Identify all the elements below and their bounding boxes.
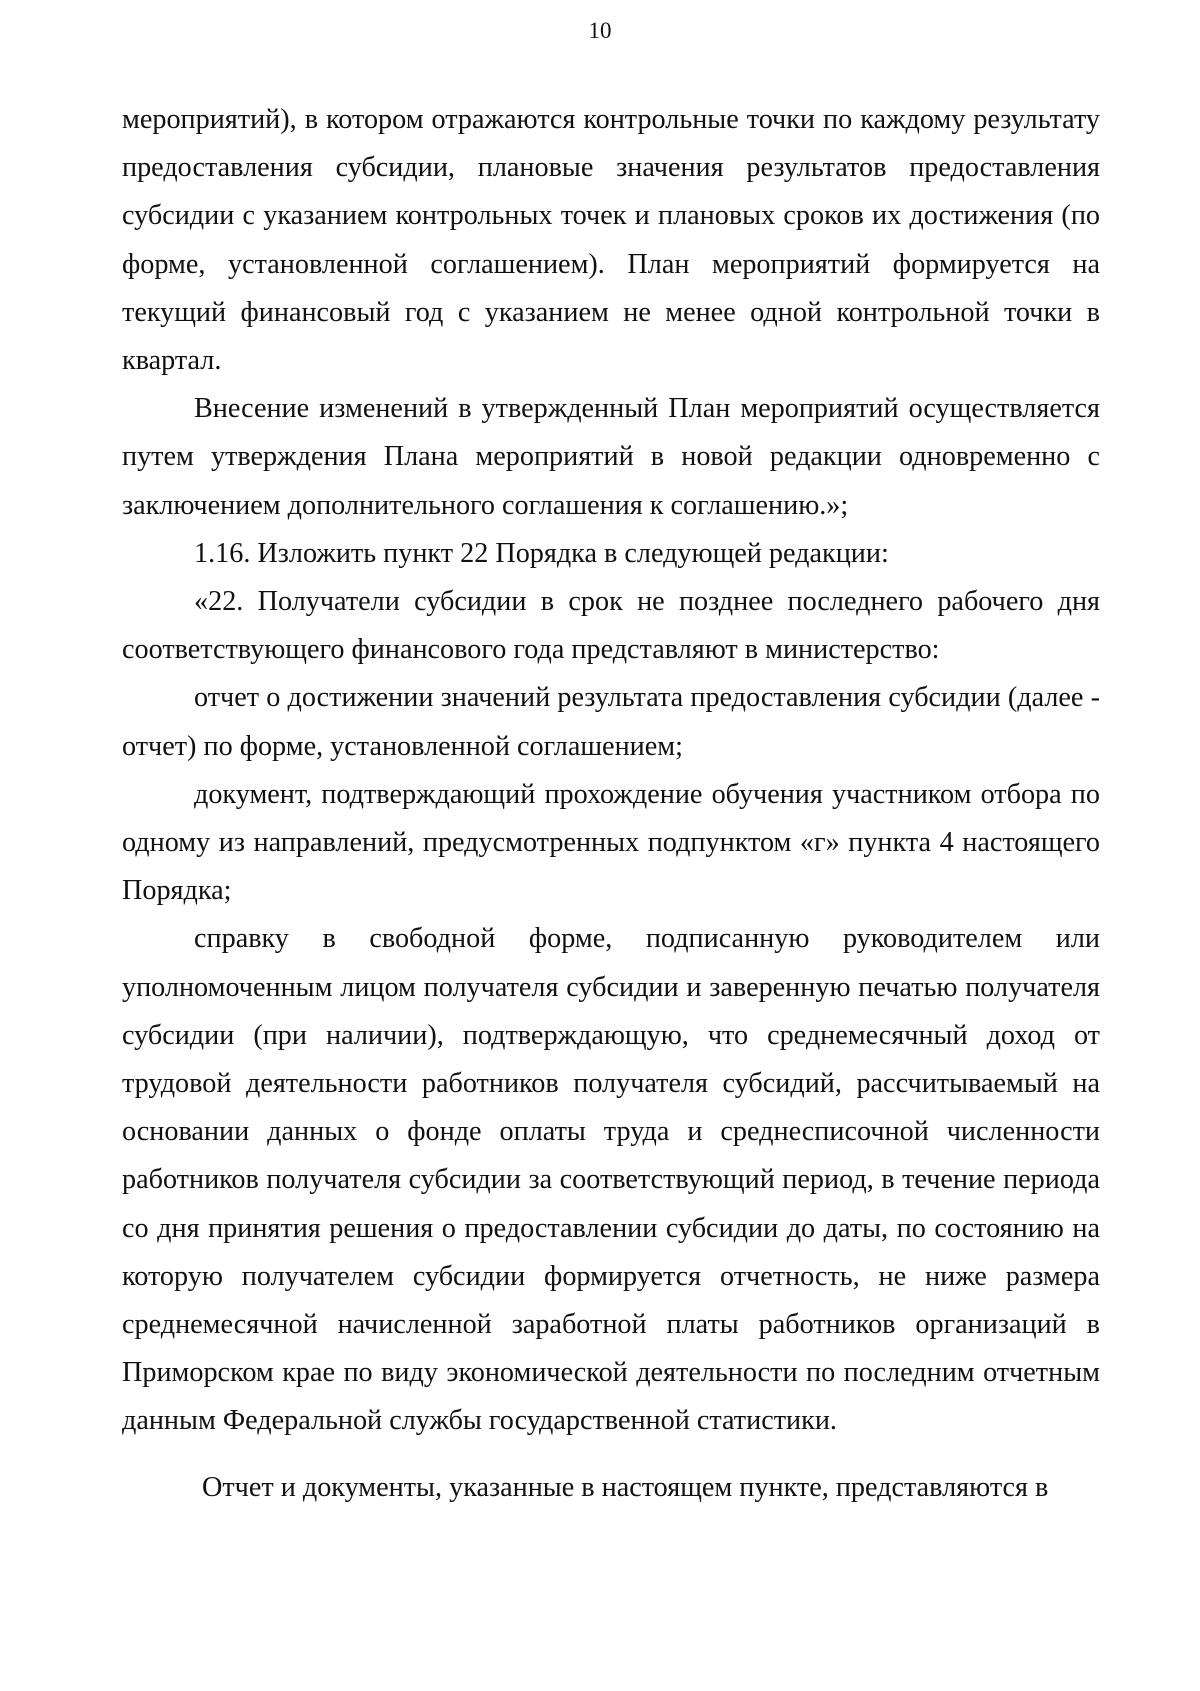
paragraph-training-document: документ, подтверждающий прохождение обучения участником отбора по одному из направлений, предусмотренных подпунктом «г» пункта 4 настоящего Порядка; bbox=[122, 778, 1100, 907]
paragraph-item-22: «22. Получатели субсидии в срок не позднее последнего рабочего дня соответствующего финансового года представляют в министерство: bbox=[122, 586, 1100, 666]
paragraph-amendment-procedure: Внесение изменений в утвержденный План мероприятий осуществляется путем утверждения Плана мероприятий в новой редакции одновременно с заключением дополнительного соглашения к соглашению.»; bbox=[122, 393, 1100, 521]
paragraph-report: отчет о достижении значений результата предоставления субсидии (далее - отчет) по форме, установленной соглашением; bbox=[122, 682, 1100, 762]
paragraph-submission: Отчет и документы, указанные в настоящем пункте, представляются в bbox=[202, 1471, 1049, 1503]
document-body bbox=[122, 96, 1100, 1512]
paragraph-salary-certificate: справку в свободной форме, подписанную руководителем или уполномоченным лицом получателя субсидии и заверенную печатью получателя субсидии (при наличии), подтверждающую, что среднемесячный доход от трудовой деятельности работников получателя субсидий, рассчитываемый на основании данных о фонде оплаты труда и среднесписочной численности работников получателя субсидии за соответствующий период, в течение периода со дня принятия решения о предоставлении субсидии до даты, по состоянию на которую получателем субсидии формируется отчетность, не ниже размера среднемесячной начисленной заработной платы работников организаций в Приморском крае по виду экономической деятельности по последним отчетным данным Федеральной службы государственной статистики. bbox=[122, 923, 1100, 1437]
paragraph-continuation: мероприятий), в котором отражаются контрольные точки по каждому результату предоставления субсидии, плановые значения результатов предоставления субсидии с указанием контрольных точек и плановых сроков их достижения (по форме, установленной соглашением). План мероприятий формируется на текущий финансовый год с указанием не менее одной контрольной точки в квартал. bbox=[122, 104, 1100, 377]
paragraph-item-1-16: 1.16. Изложить пункт 22 Порядка в следующей редакции: bbox=[194, 537, 889, 569]
page-number: 10 bbox=[588, 18, 612, 43]
